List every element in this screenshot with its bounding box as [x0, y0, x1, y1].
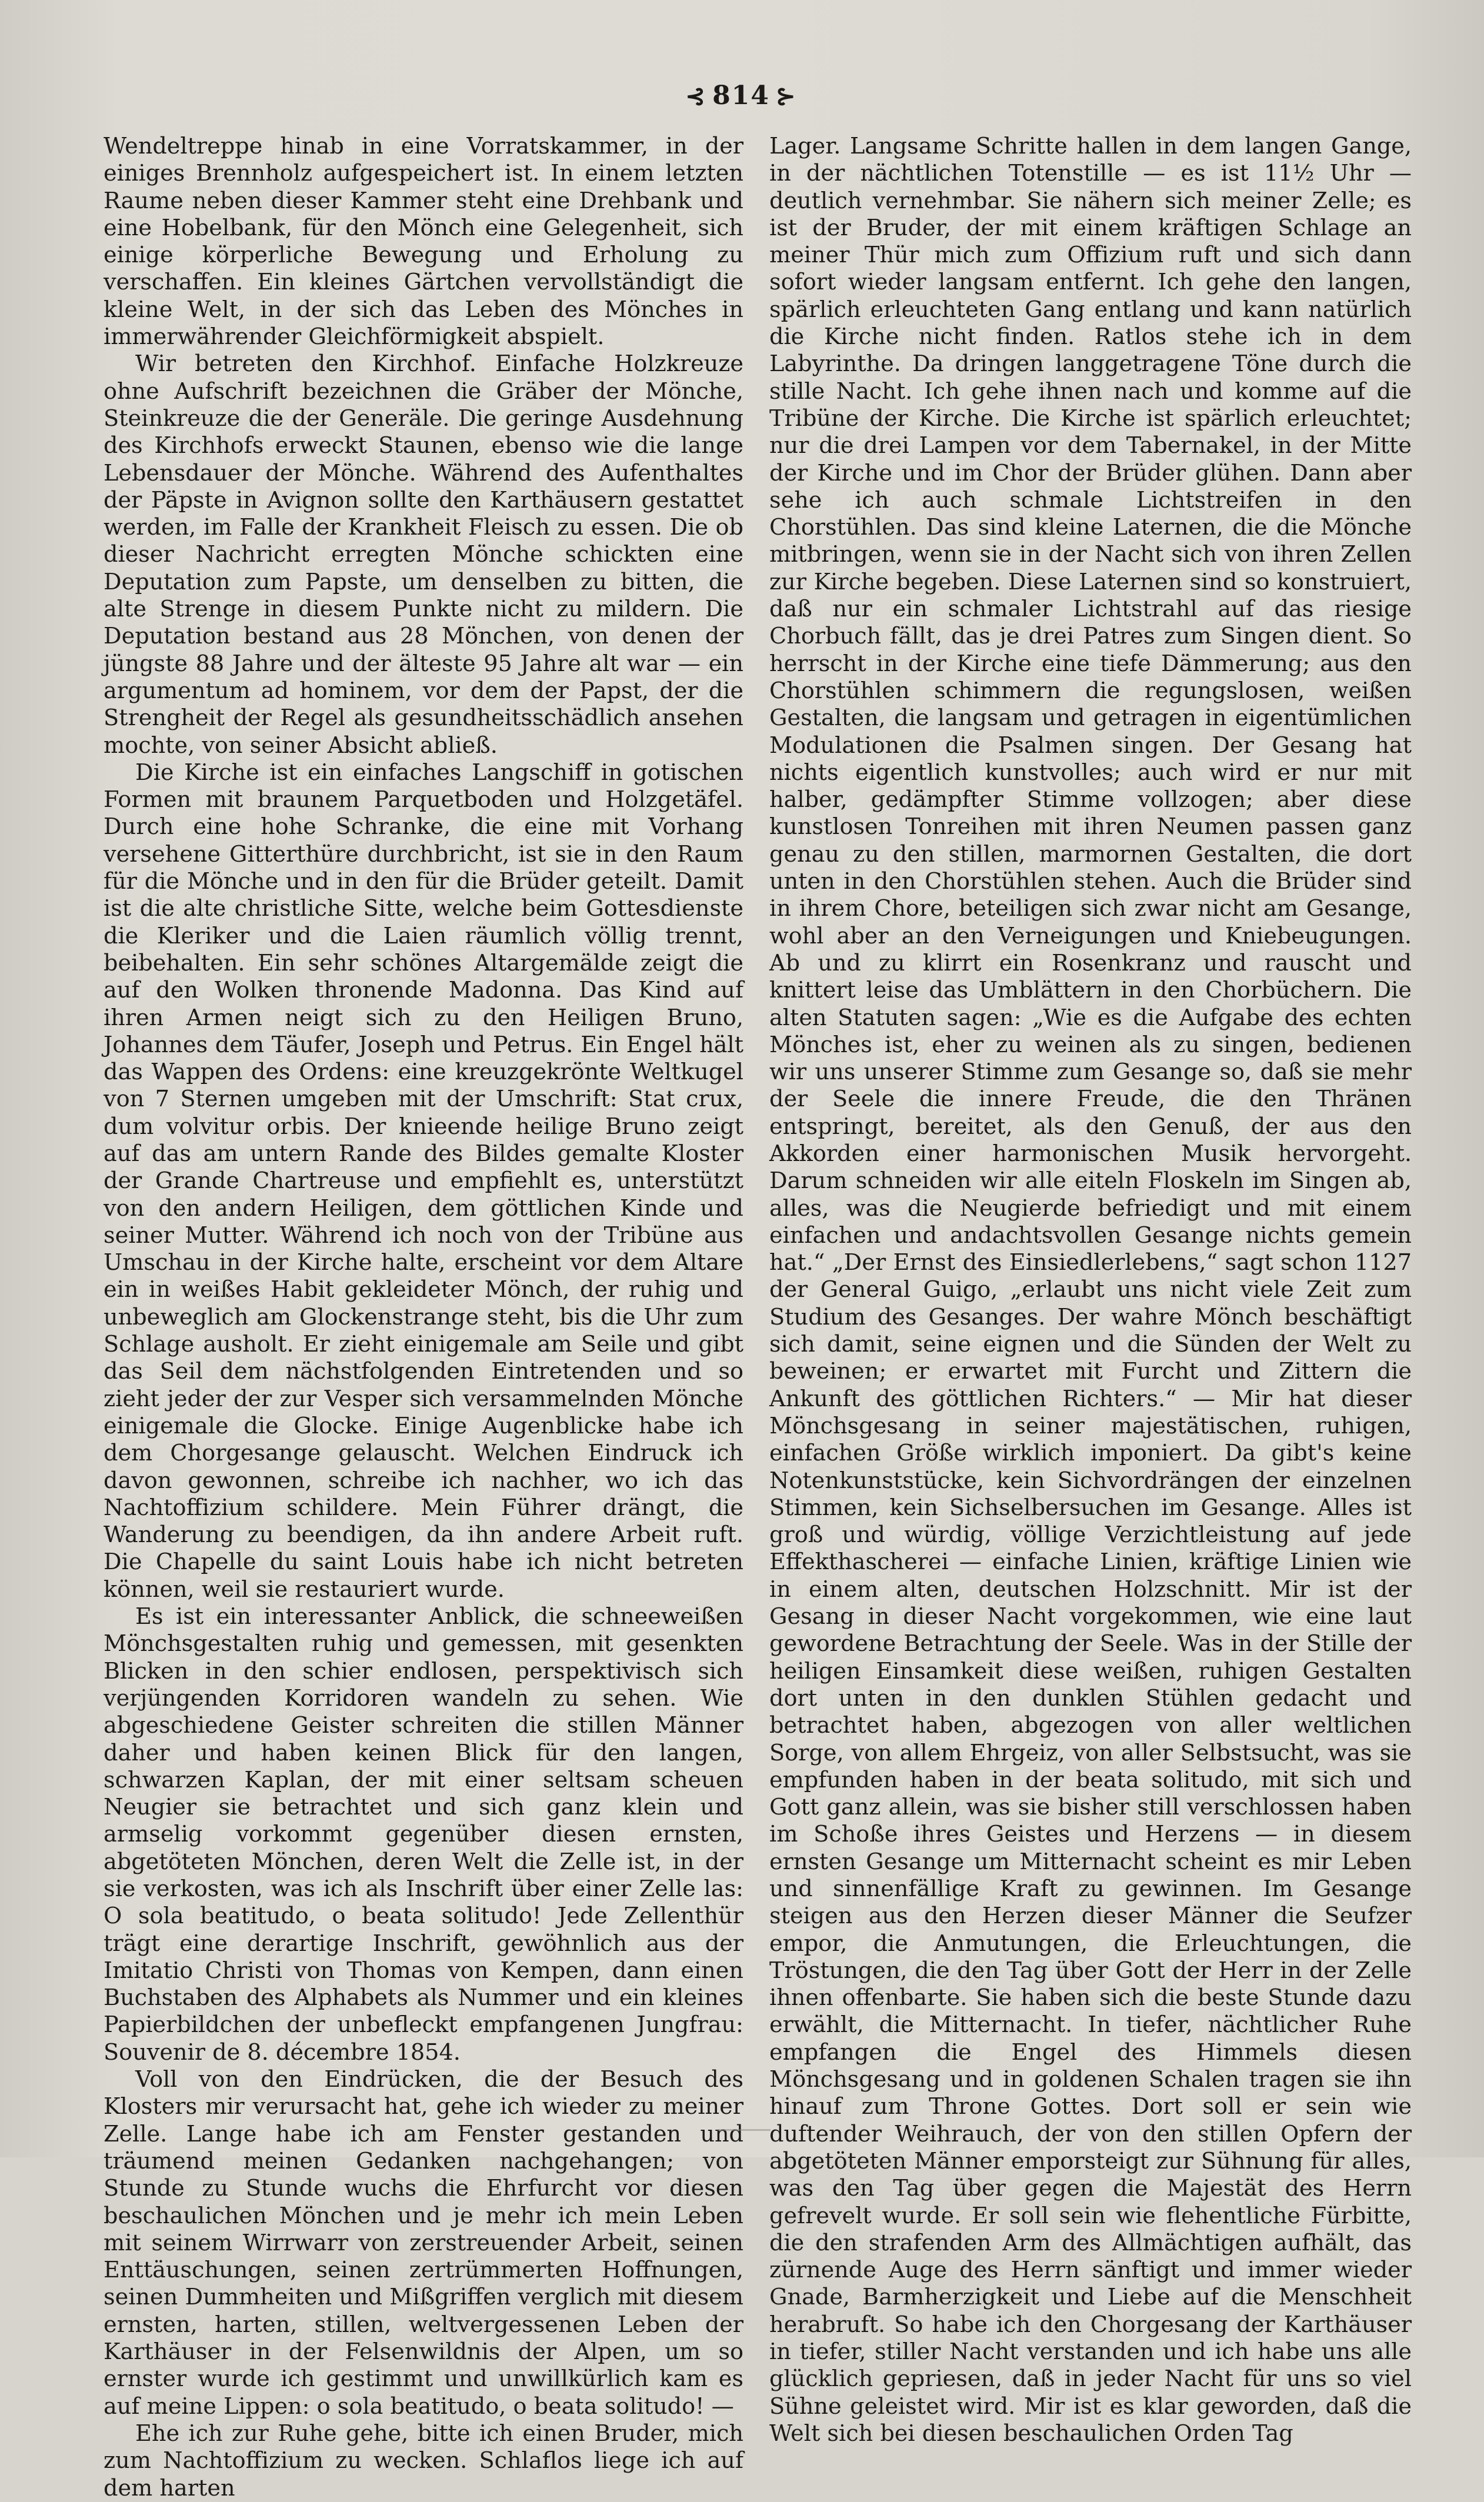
paragraph: Es ist ein interessanter Anblick, die schneeweißen Mönchsgestalten ruhig und gemessen, mit gesenkten Blicken in den schier endlosen, perspektivisch sich verjüngenden Korridoren wandeln zu sehen. Wie abgeschiedene Geister schreiten die stillen Männer daher und haben keinen Blick für den langen, schwarzen Kaplan, der mit einer seltsam scheuen Neugier sie betrachtet und sich ganz klein und armselig vorkommt gegenüber diesen ernsten, abgetöteten Mönchen, deren Welt die Zelle ist, in der sie verkosten, was ich als Inschrift über einer Zelle las: O sola beatitudo, o beata solitudo! Jede Zellenthür trägt eine derartige Inschrift, gewöhnlich aus der Imitatio Christi von Thomas von Kempen, dann einen Buchstaben des Alphabets als Nummer und ein kleines Papierbildchen der unbefleckt empfangenen Jungfrau: Souvenir de 8. décembre 1854.	[104, 1604, 743, 2066]
page-number: 814	[712, 81, 770, 111]
bottom-mark	[718, 2117, 771, 2131]
left-column	[104, 133, 743, 2501]
ornament-left-icon: ⊰	[685, 82, 707, 110]
paragraph: Ehe ich zur Ruhe gehe, bitte ich einen Bruder, mich zum Nachtoffizium zu wecken. Schlaflos liege ich auf dem harten	[104, 2420, 743, 2501]
paragraph: Wir betreten den Kirchhof. Einfache Holzkreuze ohne Aufschrift bezeichnen die Gräber der Mönche, Steinkreuze die der Generäle. Die geringe Ausdehnung des Kirchhofs erweckt Staunen, ebenso wie die lange Lebensdauer der Mönche. Während des Aufenthaltes der Päpste in Avignon sollte den Karthäusern gestattet werden, im Falle der Krankheit Fleisch zu essen. Die ob dieser Nachricht erregten Mönche schickten eine Deputation zum Papste, um denselben zu bitten, die alte Strenge in diesem Punkte nicht zu mildern. Die Deputation bestand aus 28 Mönchen, von denen der jüngste 88 Jahre und der älteste 95 Jahre alt war — ein argumentum ad hominem, vor dem der Papst, der die Strengheit der Regel als gesundheitsschädlich ansehen mochte, von seiner Absicht abließ.	[104, 351, 743, 759]
ornament-right-icon: ⊱	[775, 82, 797, 110]
paragraph: Lager. Langsame Schritte hallen in dem langen Gange, in der nächtlichen Totenstille — es ist 11½ Uhr — deutlich vernehmbar. Sie nähern sich meiner Zelle; es ist der Bruder, der mit einem kräftigen Schlage an meiner Thür mich zum Offizium ruft und sich dann sofort wieder langsam entfernt. Ich gehe den langen, spärlich erleuchteten Gang entlang und kann natürlich die Kirche nicht finden. Ratlos stehe ich in dem Labyrinthe. Da dringen langgetragene Töne durch die stille Nacht. Ich gehe ihnen nach und komme auf die Tribüne der Kirche. Die Kirche ist spärlich erleuchtet; nur die drei Lampen vor dem Tabernakel, in der Mitte der Kirche und im Chor der Brüder glühen. Dann aber sehe ich auch schmale Lichtstreifen in den Chorstühlen. Das sind kleine Laternen, die die Mönche mitbringen, wenn sie in der Nacht sich von ihren Zellen zur Kirche begeben. Diese Laternen sind so konstruiert, daß nur ein schmaler Lichtstrahl auf das riesige Chorbuch fällt, das je drei Patres zum Singen dient. So herrscht in der Kirche eine tiefe Dämmerung; aus den Chorstühlen schimmern die regungslosen, weißen Gestalten, die langsam und getragen in eigentümlichen Modulationen die Psalmen singen. Der Gesang hat nichts eigentlich kunstvolles; auch wird er nur mit halber, gedämpfter Stimme vollzogen; aber diese kunstlosen Tonreihen mit ihren Neumen passen ganz genau zu den stillen, marmornen Gestalten, die dort unten in den Chorstühlen stehen. Auch die Brüder sind in ihrem Chore, beteiligen sich zwar nicht am Gesange, wohl aber an den Verneigungen und Kniebeugungen. Ab und zu klirrt ein Rosenkranz und rauscht und knittert leise das Umblättern in den Chorbüchern. Die alten Statuten sagen: „Wie es die Aufgabe des echten Mönches ist, eher zu weinen als zu singen, bedienen wir uns unserer Stimme zum Gesange so, daß sie mehr der Seele die innere Freude, die den Thränen entspringt, bereitet, als den Genuß, der aus den Akkorden einer harmonischen Musik hervorgeht. Darum schneiden wir alle eiteln Floskeln im Singen ab, alles, was die Neugierde befriedigt und mit einem einfachen und andachtsvollen Gesange nichts gemein hat.“ „Der Ernst des Einsiedlerlebens,“ sagt schon 1127 der General Guigo, „erlaubt uns nicht viele Zeit zum Studium des Gesanges. Der wahre Mönch beschäftigt sich damit, seine eignen und die Sünden der Welt zu beweinen; er erwartet mit Furcht und Zittern die Ankunft des göttlichen Richters.“ — Mir hat dieser Mönchsgesang in seiner majestätischen, ruhigen, einfachen Größe wirklich imponiert. Da gibt's keine Notenkunststücke, kein Sichvordrängen der einzelnen Stimmen, kein Sichselbersuchen im Gesange. Alles ist groß und würdig, völlige Verzichtleistung auf jede Effekthascherei — einfache Linien, kräftige Linien wie in einem alten, deutschen Holzschnitt. Mir ist der Gesang in dieser Nacht vorgekommen, wie eine laut gewordene Betrachtung der Seele. Was in der Stille der heiligen Einsamkeit diese weißen, ruhigen Gestalten dort unten in den dunklen Stühlen gedacht und betrachtet haben, abgezogen von aller weltlichen Sorge, von allem Ehrgeiz, von aller Selbstsucht, was sie empfunden haben in der beata solitudo, mit sich und Gott ganz allein, was sie bisher still verschlossen haben im Schoße ihres Geistes und Herzens — in diesem ernsten Gesange um Mitternacht scheint es mir Leben und sinnenfällige Kraft zu gewinnen. Im Gesange steigen aus den Herzen dieser Männer die Seufzer empor, die Anmutungen, die Erleuchtungen, die Tröstungen, die den Tag über Gott der Herr in der Zelle ihnen offenbarte. Sie haben sich die beste Stunde dazu erwählt, die Mitternacht. In tiefer, nächtlicher Ruhe empfangen die Engel des Himmels diesen Mönchsgesang und in goldenen Schalen tragen sie ihn hinauf zum Throne Gottes. Dort soll er sein wie duftender Weihrauch, der von den stillen Opfern der abgetöteten Männer emporsteigt zur Sühnung für alles, was den Tag über gegen die Majestät des Herrn gefrevelt wurde. Er soll sein wie flehentliche Fürbitte, die den strafenden Arm des Allmächtigen aufhält, das zürnende Auge des Herrn sänftigt und immer wieder Gnade, Barmherzigkeit und Liebe auf die Menschheit herabruft. So habe ich den Chorgesang der Karthäuser in tiefer, stiller Nacht verstanden und ich habe uns alle glücklich gepriesen, daß in jeder Nacht für uns so viel Sühne geleistet wird. Mir ist es klar geworden, daß die Welt sich bei diesen beschaulichen Orden Tag	[769, 134, 1412, 2447]
paragraph: Voll von den Eindrücken, die der Besuch des Klosters mir verursacht hat, gehe ich wieder zu meiner Zelle. Lange habe ich am Fenster gestanden und träumend meinen Gedanken nachgehangen; von Stunde zu Stunde wuchs die Ehrfurcht vor diesen beschaulichen Mönchen und je mehr ich mein Leben mit seinem Wirrwarr von zerstreuender Arbeit, seinen Enttäuschungen, seinen zertrümmerten Hoffnungen, seinen Dummheiten und Mißgriffen verglich mit diesem ernsten, harten, stillen, weltvergessenen Leben der Karthäuser in der Felsenwildnis der Alpen, um so ernster wurde ich gestimmt und unwillkürlich kam es auf meine Lippen: o sola beatitudo, o beata solitudo! —	[104, 2067, 743, 2420]
page-header	[665, 75, 818, 116]
right-column	[769, 133, 1412, 2447]
paragraph: Wendeltreppe hinab in eine Vorratskammer, in der einiges Brennholz aufgespeichert ist. In einem letzten Raume neben dieser Kammer steht eine Drehbank und eine Hobelbank, für den Mönch eine Gelegenheit, sich einige körperliche Bewegung und Erholung zu verschaffen. Ein kleines Gärtchen vervollständigt die kleine Welt, in der sich das Leben des Mönches in immerwährender Gleichförmigkeit abspielt.	[104, 134, 743, 351]
paragraph: Die Kirche ist ein einfaches Langschiff in gotischen Formen mit braunem Parquetboden und Holzgetäfel. Durch eine hohe Schranke, die eine mit Vorhang versehene Gitterthüre durchbricht, ist sie in den Raum für die Mönche und in den für die Brüder geteilt. Damit ist die alte christliche Sitte, welche beim Gottesdienste die Kleriker und die Laien räumlich völlig trennt, beibehalten. Ein sehr schönes Altargemälde zeigt die auf den Wolken thronende Madonna. Das Kind auf ihren Armen neigt sich zu den Heiligen Bruno, Johannes dem Täufer, Joseph und Petrus. Ein Engel hält das Wappen des Ordens: eine kreuzgekrönte Weltkugel von 7 Sternen umgeben mit der Umschrift: Stat crux, dum volvitur orbis. Der knieende heilige Bruno zeigt auf das am untern Rande des Bildes gemalte Kloster der Grande Chartreuse und empfiehlt es, unterstützt von den andern Heiligen, dem göttlichen Kinde und seiner Mutter. Während ich noch von der Tribüne aus Umschau in der Kirche halte, erscheint vor dem Altare ein in weißes Habit gekleideter Mönch, der ruhig und unbeweglich am Glockenstrange steht, bis die Uhr zum Schlage ausholt. Er zieht einigemale am Seile und gibt das Seil dem nächstfolgenden Eintretenden und so zieht jeder der zur Vesper sich versammelnden Mönche einigemale die Glocke. Einige Augenblicke habe ich dem Chorgesange gelauscht. Welchen Eindruck ich davon gewonnen, schreibe ich nachher, wo ich das Nachtoffizium schildere. Mein Führer drängt, die Wanderung zu beendigen, da ihn andere Arbeit ruft. Die Chapelle du saint Louis habe ich nicht betreten können, weil sie restauriert wurde.	[104, 759, 743, 1603]
